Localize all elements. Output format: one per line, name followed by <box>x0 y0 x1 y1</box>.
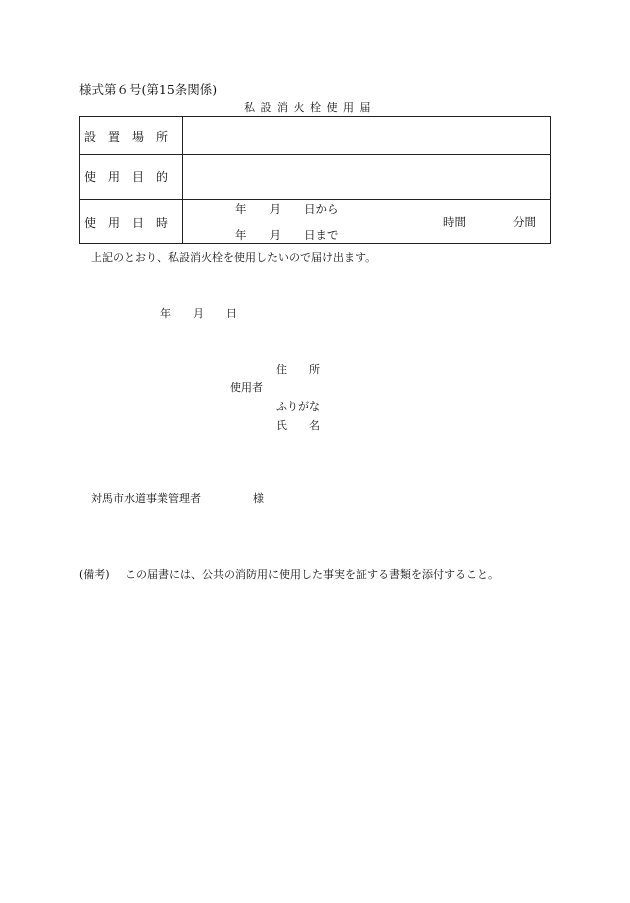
table-row-location <box>80 117 550 155</box>
table-row-purpose <box>80 154 550 200</box>
label-installation-location: 設 置 場 所 <box>84 130 169 144</box>
addressee-honorific: 様 <box>253 492 264 505</box>
minutes-unit: 分間 <box>513 215 536 229</box>
furigana-label: ふりがな <box>276 400 320 413</box>
date-from: 年 月 日から <box>235 202 339 216</box>
note-text: この届書には、公共の消防用に使用した事実を証する書類を添付すること。 <box>125 568 499 581</box>
declaration-text: 上記のとおり、私設消火栓を使用したいので届け出ます。 <box>91 251 377 264</box>
name-label: 氏 名 <box>276 419 320 432</box>
note-label: (備考) <box>79 568 110 581</box>
submission-date: 年 月 日 <box>160 307 237 320</box>
addressee-name: 対馬市水道事業管理者 <box>91 492 201 505</box>
date-to: 年 月 日まで <box>235 228 339 242</box>
field-usage-datetime[interactable] <box>182 199 550 243</box>
address-label: 住 所 <box>276 363 320 376</box>
hours-unit: 時間 <box>443 215 466 229</box>
user-label: 使用者 <box>230 381 263 394</box>
label-usage-purpose: 使 用 目 的 <box>84 170 169 184</box>
table-row-datetime <box>80 199 550 243</box>
label-usage-datetime: 使 用 日 時 <box>84 216 169 230</box>
field-installation-location[interactable] <box>182 117 550 154</box>
form-number: 様式第６号(第15条関係) <box>79 82 218 97</box>
field-usage-purpose[interactable] <box>182 154 550 199</box>
application-table <box>79 116 551 244</box>
form-title: 私 設 消 火 栓 使 用 届 <box>244 101 372 114</box>
